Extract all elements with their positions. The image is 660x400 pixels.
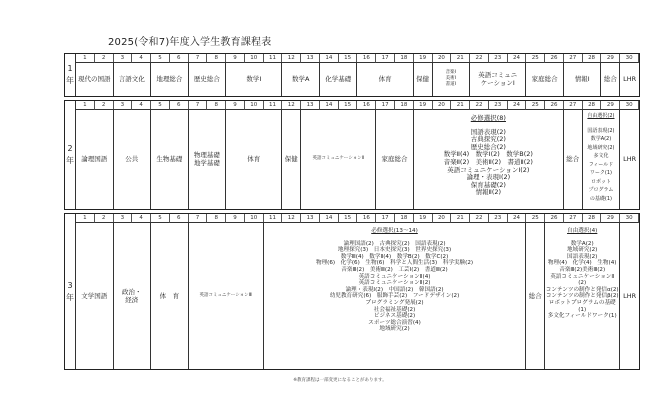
period-number: 7: [189, 214, 208, 223]
subject-name: 家庭総合: [381, 155, 408, 163]
period-number: 1: [76, 214, 95, 223]
period-number: 27: [564, 101, 583, 110]
period-number: 10: [245, 54, 264, 63]
elective-heading: 必修選択(13～14): [371, 228, 418, 234]
subject-name: 化学基礎: [325, 75, 352, 83]
subject-name: の基礎(1): [589, 195, 612, 202]
subject-name: LHR: [623, 75, 637, 83]
subject-name: 古典探究(2): [470, 135, 506, 144]
subject-name: (2): [578, 280, 587, 287]
period-number: 20: [433, 54, 452, 63]
subject-cell: [189, 62, 227, 96]
year-label-text: 2: [67, 144, 73, 153]
period-number: 9: [226, 214, 245, 223]
subject-cell: [114, 109, 152, 209]
year-label-text: 1: [67, 64, 73, 73]
period-number: 5: [151, 214, 170, 223]
period-number: 13: [301, 214, 320, 223]
year-label: [65, 214, 76, 369]
subject-name: 数学Ⅱ(4) 数学Ⅰ(2) 数学B(2): [443, 150, 533, 159]
period-number: 22: [470, 101, 489, 110]
period-number: 24: [508, 101, 527, 110]
subject-name: 論理・表現Ⅰ(2): [466, 173, 511, 182]
period-number: 18: [395, 101, 414, 110]
period-number: 29: [601, 54, 620, 63]
subject-name: 音楽Ⅲ(2) 美術Ⅲ(2) 工芸Ⅰ(2) 書道Ⅲ(2): [341, 266, 448, 273]
period-number: 30: [620, 54, 639, 63]
period-number: 4: [132, 54, 151, 63]
period-number: 8: [207, 101, 226, 110]
period-number: 29: [601, 101, 620, 110]
period-number: 23: [489, 101, 508, 110]
period-number: 17: [376, 214, 395, 223]
subject-name: 物理(6) 化学(6) 生物(6) 科学と人間生活(3) 科学実験(2): [315, 260, 474, 267]
period-number: 28: [583, 54, 602, 63]
period-number: 18: [395, 214, 414, 223]
period-number: 26: [545, 54, 564, 63]
subject-name: 情報Ⅰ: [574, 75, 590, 83]
subject-cell: [114, 62, 152, 96]
period-number: 2: [95, 214, 114, 223]
period-number: 16: [357, 54, 376, 63]
period-number: 28: [583, 101, 602, 110]
subject-name: 地理探究(3) 日本史探究(3) 世界史探究(3): [337, 247, 452, 254]
year-label-text: 年: [66, 292, 74, 302]
subject-cell: [76, 222, 114, 369]
subject-name: 保健: [284, 155, 298, 163]
period-number: 28: [583, 214, 602, 223]
period-number: 9: [226, 54, 245, 63]
subject-cell: [620, 222, 639, 369]
subject-name: 地域研究(2): [379, 326, 410, 333]
year-3-row: [64, 213, 640, 370]
subject-name: 保健: [416, 75, 430, 83]
period-number: 12: [282, 101, 301, 110]
subject-cell: [282, 109, 301, 209]
subject-cell: [114, 222, 152, 369]
period-number: 14: [320, 54, 339, 63]
period-number: 29: [601, 214, 620, 223]
period-number: 5: [151, 101, 170, 110]
subject-name: 数学A(2): [590, 136, 612, 142]
year-1-row: [64, 53, 640, 97]
period-number: 30: [620, 214, 639, 223]
subject-name: 数学Ⅲ(4) 数学Ⅱ(4) 数学B(2) 数学C(2): [340, 253, 449, 260]
period-number: 25: [526, 101, 545, 110]
subject-name: 経済: [125, 295, 139, 304]
subject-name: 政治・: [122, 287, 142, 296]
subject-cell: [470, 62, 526, 96]
subject-name: LHR: [623, 291, 637, 300]
period-number: 16: [357, 214, 376, 223]
subject-name: コンテンツの制作と発信α(2): [545, 286, 619, 293]
period-number: 25: [526, 214, 545, 223]
subject-name: 現代の国語: [78, 75, 111, 83]
subject-cell: [376, 109, 414, 209]
period-number: 19: [414, 101, 433, 110]
period-number: 22: [470, 54, 489, 63]
period-number: 14: [320, 101, 339, 110]
subject-name: フィールド: [588, 161, 614, 168]
subject-cell: [226, 62, 282, 96]
period-number: 21: [451, 101, 470, 110]
subject-cell: [564, 62, 602, 96]
period-number: 4: [132, 101, 151, 110]
period-number: 10: [245, 214, 264, 223]
subject-name: 国語表現(2): [470, 127, 506, 136]
subject-name: スポーツ総合演習(4): [368, 319, 421, 326]
elective-heading: 自由選択(2): [587, 113, 615, 119]
subject-name: プログラム: [588, 187, 614, 193]
period-number: 6: [170, 54, 189, 63]
subject-name: 国語表現(2): [567, 253, 598, 260]
subject-name: 英語コミュニケーションⅢ: [199, 292, 252, 298]
period-number: 15: [339, 101, 358, 110]
period-number: 3: [114, 214, 133, 223]
period-number: 19: [414, 214, 433, 223]
period-number: 14: [320, 214, 339, 223]
subject-name: 多文化: [593, 153, 609, 159]
period-number: 4: [132, 214, 151, 223]
subject-name: 論理・表現Ⅰ(2) 中国語(2) 韓国語(2): [345, 286, 444, 293]
subject-cell: [564, 109, 583, 209]
period-number: 3: [114, 101, 133, 110]
subject-name: 英語コミュニ: [478, 71, 518, 79]
year-label-text: 年: [66, 76, 74, 85]
elective-heading: 自由選択(4): [567, 228, 598, 234]
subject-name: 論理国語: [81, 155, 108, 163]
period-number: 2: [95, 101, 114, 110]
subject-name: 書道Ⅰ: [445, 82, 456, 87]
subject-name: LHR: [623, 155, 637, 163]
period-number: 12: [282, 54, 301, 63]
year-label: [65, 54, 76, 96]
period-number: 19: [414, 54, 433, 63]
subject-cell: [601, 62, 620, 96]
subject-name: プログラミング発展(2): [365, 299, 424, 306]
period-number: 7: [189, 54, 208, 63]
subject-cell: [76, 62, 114, 96]
subject-name: 国語表現(2): [587, 127, 615, 134]
subject-name: ケーションⅠ: [480, 79, 515, 87]
subject-name: ロボットプログラムの基礎: [548, 299, 616, 306]
subject-name: 地理総合: [156, 75, 183, 83]
subject-cell: [357, 62, 413, 96]
subject-cell: [620, 62, 639, 96]
year-label: [65, 101, 76, 209]
subject-name: 美術Ⅰ: [445, 76, 456, 81]
subject-name: 総合: [603, 75, 617, 83]
period-number: 20: [433, 214, 452, 223]
subject-cell: [282, 62, 320, 96]
period-number: 18: [395, 54, 414, 63]
subject-cell: [151, 222, 189, 369]
period-number: 24: [508, 54, 527, 63]
period-number: 30: [620, 101, 639, 110]
year-label-text: 年: [66, 156, 74, 165]
subject-name: 社会福祉基礎(2): [373, 306, 416, 313]
period-number: 27: [564, 214, 583, 223]
subject-name: 英語コミュニケーションⅡ(2): [358, 280, 431, 287]
elective-heading: 必修選択(8): [470, 114, 506, 122]
period-number: 24: [508, 214, 527, 223]
subject-name: 幼児教育研究(6) 服飾手芸(2) フードデザイン(2): [329, 293, 460, 300]
page-title: 2025(令和7)年度入学生教育課程表: [108, 37, 272, 48]
period-number: 9: [226, 101, 245, 110]
subject-cell: [151, 62, 189, 96]
subject-name: 英語コミュニケーションⅡ: [312, 156, 364, 161]
elective-cell: [264, 222, 527, 369]
subject-cell: [526, 62, 564, 96]
period-number: 17: [376, 101, 395, 110]
subject-name: 総合: [528, 291, 542, 300]
period-number: 2: [95, 54, 114, 63]
period-number: 8: [207, 54, 226, 63]
period-number: 3: [114, 54, 133, 63]
elective-cell: [583, 109, 621, 209]
subject-name: 音楽Ⅱ(2) 美術Ⅱ(2) 書道Ⅱ(2): [443, 157, 533, 166]
subject-cell: [526, 222, 545, 369]
period-number: 1: [76, 101, 95, 110]
elective-cell: [414, 109, 564, 209]
elective-cell: [545, 222, 620, 369]
year-label-text: 3: [67, 280, 73, 290]
period-number: 7: [189, 101, 208, 110]
subject-name: 情報Ⅱ(2): [475, 188, 502, 197]
subject-name: 英語コミュニケーションⅠ(2): [447, 165, 530, 174]
period-number: 8: [207, 214, 226, 223]
period-number: 27: [564, 54, 583, 63]
subject-name: 物理(4) 化学(4) 生物(4): [547, 260, 617, 267]
subject-cell: [433, 62, 471, 96]
period-number: 11: [264, 101, 283, 110]
subject-name: 地域研究(2): [567, 247, 598, 254]
period-number: 13: [301, 101, 320, 110]
period-number: 13: [301, 54, 320, 63]
subject-name: 多文化フィールドワーク(1): [547, 313, 617, 320]
subject-cell: [620, 109, 639, 209]
subject-cell: [189, 222, 264, 369]
subject-name: 言語文化: [118, 75, 145, 83]
subject-name: 地域研究(2): [587, 144, 615, 151]
subject-name: 歴史総合(2): [470, 142, 506, 151]
subject-name: 音楽Ⅲ(2)美術Ⅲ(2): [559, 266, 606, 273]
subject-name: 文学国語: [81, 291, 108, 300]
subject-cell: [414, 62, 433, 96]
period-number: 26: [545, 101, 564, 110]
period-number: 11: [264, 214, 283, 223]
period-number: 6: [170, 214, 189, 223]
subject-name: 体 育: [159, 291, 180, 300]
subject-cell: [320, 62, 358, 96]
subject-name: 論理国語(2) 古典探究(2) 国語表現(2): [343, 240, 446, 247]
subject-name: ビジネス基礎(2): [373, 313, 416, 320]
subject-name: 数学A: [291, 75, 310, 83]
period-number: 16: [357, 101, 376, 110]
period-number: 23: [489, 214, 508, 223]
subject-name: 数学A(2): [570, 240, 594, 247]
period-number: 22: [470, 214, 489, 223]
subject-cell: [189, 109, 227, 209]
period-number: 6: [170, 101, 189, 110]
subject-name: コンテンツの制作と発信β(2): [545, 293, 619, 300]
subject-name: 英語コミュニケーションⅡ(4): [358, 273, 431, 280]
period-number: 17: [376, 54, 395, 63]
period-number: 25: [526, 54, 545, 63]
subject-name: 歴史総合: [193, 75, 220, 83]
subject-name: 公共: [125, 155, 139, 163]
period-number: 20: [433, 101, 452, 110]
period-number: 5: [151, 54, 170, 63]
subject-name: ワーク(1): [589, 170, 612, 176]
subject-name: ロボット: [590, 178, 611, 185]
year-2-row: [64, 100, 640, 210]
subject-name: (1): [578, 306, 587, 313]
subject-name: 物理基礎: [193, 151, 220, 159]
subject-cell: [301, 109, 376, 209]
subject-cell: [226, 109, 282, 209]
period-number: 1: [76, 54, 95, 63]
period-number: 15: [339, 214, 358, 223]
period-number: 10: [245, 101, 264, 110]
subject-cell: [76, 109, 114, 209]
period-number: 11: [264, 54, 283, 63]
footnote: ※教育課程は一部変更になることがあります。: [293, 378, 387, 383]
subject-cell: [151, 109, 189, 209]
period-number: 21: [451, 54, 470, 63]
subject-name: 総合: [566, 155, 580, 163]
period-number: 26: [545, 214, 564, 223]
subject-name: 体育: [247, 155, 261, 163]
subject-name: 英語コミュニケーションⅡ: [550, 273, 615, 280]
subject-name: 生物基礎: [156, 155, 183, 163]
period-number: 15: [339, 54, 358, 63]
period-number: 23: [489, 54, 508, 63]
period-number: 21: [451, 214, 470, 223]
subject-name: 体育: [378, 75, 392, 83]
subject-name: 保育基礎(2): [470, 180, 506, 189]
subject-name: 地学基礎: [193, 159, 220, 167]
subject-name: 音楽Ⅰ: [445, 70, 456, 75]
subject-name: 家庭総合: [531, 75, 558, 83]
subject-name: 数学Ⅰ: [246, 75, 262, 83]
period-number: 12: [282, 214, 301, 223]
